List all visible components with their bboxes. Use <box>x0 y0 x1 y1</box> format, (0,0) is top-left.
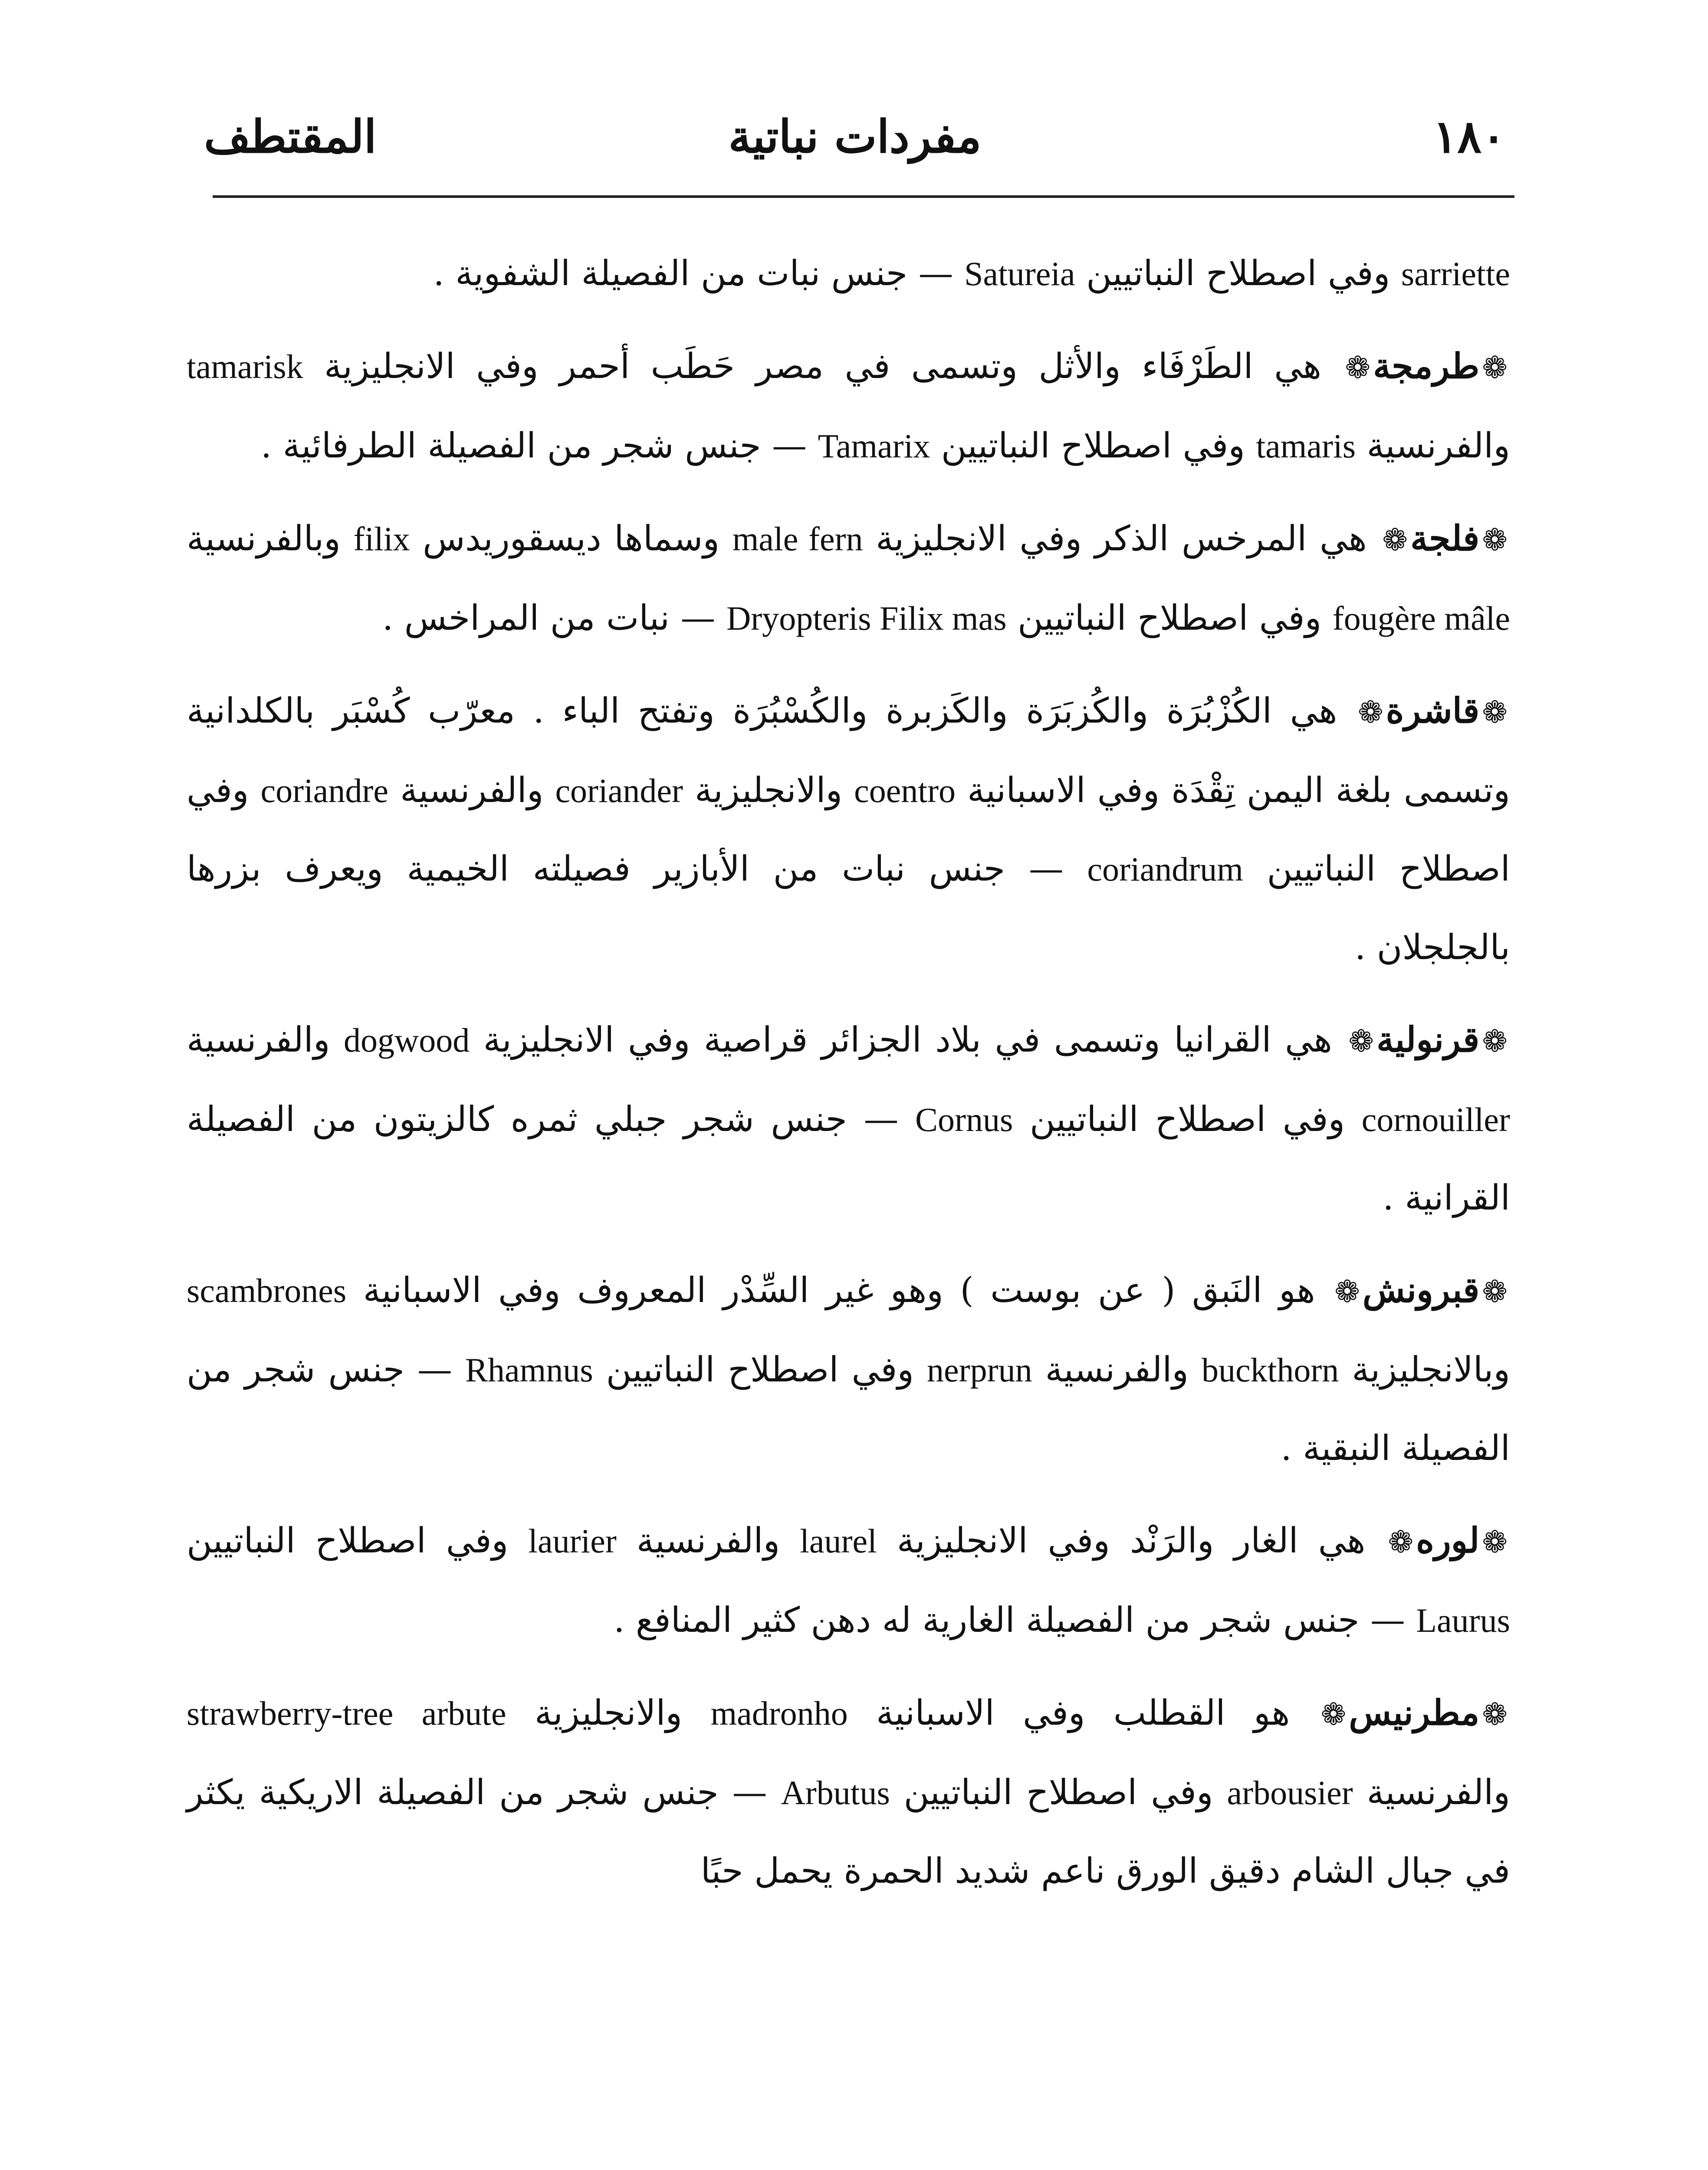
entry-text: وفي اصطلاح النباتيين <box>930 425 1256 466</box>
entry-text: وفي اصطلاح النباتيين <box>187 770 1511 889</box>
entry-text: هي الغار والرَنْد وفي الانجليزية <box>877 1520 1386 1561</box>
glossary-entry <box>187 1501 1510 1660</box>
entry-text: — جنس شجر من الفصيلة النبقية . <box>187 1349 1510 1468</box>
entry-term: فلجة <box>1410 518 1480 559</box>
glossary-entry <box>187 234 1510 313</box>
glossary-entry <box>187 1000 1510 1237</box>
page-header <box>204 100 1506 174</box>
latin-term: dogwood <box>343 1021 470 1059</box>
glossary-entry <box>187 1674 1510 1910</box>
latin-term: laurel <box>800 1522 877 1560</box>
entry-text: — نبات من المراخس . <box>382 598 726 638</box>
ornament-mark: ❁ <box>1482 350 1508 385</box>
entry-text: — جنس شجر من الفصيلة الغارية له دهن كثير المنافع . <box>614 1600 1416 1640</box>
entry-text: — جنس شجر من الفصيلة الاريكية يكثر في جبال الشام دقيق الورق ناعم شديد الحمرة يحمل حبًا <box>187 1772 1510 1891</box>
ornament-mark: ❁ <box>1320 1697 1347 1732</box>
latin-term: strawberry-tree <box>187 1694 394 1732</box>
ornament-mark: ❁ <box>1482 1697 1508 1732</box>
page-number: ١٨٠ <box>1433 110 1506 163</box>
latin-term: nerprun <box>927 1351 1032 1389</box>
latin-term: coriander <box>555 772 683 809</box>
entry-term: لوره <box>1416 1520 1480 1561</box>
ornament-mark: ❁ <box>1345 350 1371 385</box>
entry-text: والفرنسية <box>616 1520 800 1561</box>
entry-text: — جنس شجر من الفصيلة الطرفائية . <box>260 425 818 466</box>
entry-text: والفرنسية <box>1353 1772 1511 1812</box>
latin-term: tamarisk <box>187 348 303 385</box>
entry-term: مطرنيس <box>1349 1692 1480 1733</box>
latin-term: male fern <box>732 520 863 558</box>
ornament-mark: ❁ <box>1482 1023 1508 1059</box>
ornament-mark: ❁ <box>1348 1023 1374 1059</box>
latin-term: Dryopteris Filix mas <box>726 599 1007 637</box>
entry-text: وفي اصطلاح النباتيين <box>593 1349 927 1390</box>
entry-text: وفي اصطلاح النباتيين <box>1013 1099 1362 1139</box>
latin-term: Rhamnus <box>465 1351 593 1389</box>
latin-term: Arbutus <box>781 1774 890 1812</box>
ornament-mark: ❁ <box>1482 522 1508 558</box>
entry-text: — جنس نبات من الأبازير فصيلته الخيمية ويعرف بزرها بالجلجلان . <box>187 848 1510 967</box>
entry-text: هي الكُزْبُرَة والكُزبَرَة والكَزبرة والكُسْبُرَة وتفتح الباء . معرّب كُسْبَر بالكلدانية وتسمى بلغة اليمن تِقْدَة وفي الاسبانية <box>187 690 1511 810</box>
entry-text: وفي اصطلاح النباتيين <box>1006 598 1333 638</box>
body-text <box>187 234 1510 1924</box>
entry-term: طرمجة <box>1373 345 1480 386</box>
entry-text: والفرنسية <box>388 770 555 810</box>
glossary-entry <box>187 499 1510 658</box>
ornament-mark: ❁ <box>1334 1274 1360 1309</box>
entry-text: وبالانجليزية <box>1339 1349 1510 1390</box>
entry-text: وبالفرنسية <box>187 518 354 559</box>
latin-term: buckthorn <box>1202 1351 1339 1389</box>
entry-text: والانجليزية <box>506 1693 711 1733</box>
entry-text: والفرنسية <box>187 1019 344 1060</box>
entry-text: والفرنسية <box>1032 1349 1202 1390</box>
latin-term: cornouiller <box>1361 1101 1510 1138</box>
entry-term: قبرونش <box>1362 1269 1480 1310</box>
ornament-mark: ❁ <box>1357 694 1383 730</box>
latin-term: Cornus <box>915 1101 1013 1138</box>
latin-term: coriandre <box>260 772 388 809</box>
ornament-mark: ❁ <box>1388 1524 1414 1560</box>
entry-text: وفي اصطلاح النباتيين <box>1075 253 1401 293</box>
latin-term: laurier <box>528 1522 617 1560</box>
entry-text: هي القرانيا وتسمى في بلاد الجزائر قراصية وفي الانجليزية <box>470 1019 1346 1060</box>
latin-term: madronho <box>710 1694 848 1732</box>
section-title: مفردات نباتية <box>728 110 982 163</box>
entry-text: وفي اصطلاح النباتيين <box>890 1772 1227 1812</box>
entry-term: قاشرة <box>1386 690 1480 731</box>
entry-text: والفرنسية <box>1356 425 1510 466</box>
entry-text: هو النَبق ( عن بوست ) وهو غير السِّدْر المعروف وفي الاسبانية <box>346 1270 1332 1310</box>
glossary-entry <box>187 327 1510 485</box>
latin-term: sarriette <box>1401 255 1510 293</box>
ornament-mark: ❁ <box>1482 1274 1508 1309</box>
entry-text: — جنس نبات من الفصيلة الشفوية . <box>433 253 965 293</box>
glossary-entry <box>187 671 1510 986</box>
glossary-entry <box>187 1251 1510 1487</box>
entry-text: والانجليزية <box>683 770 854 810</box>
latin-term: tamaris <box>1256 427 1356 465</box>
latin-term: filix <box>353 520 410 558</box>
latin-term: coentro <box>854 772 956 809</box>
latin-term: arbute <box>421 1694 506 1732</box>
latin-term: coriandrum <box>1087 850 1243 888</box>
latin-term: Laurus <box>1416 1601 1510 1639</box>
entry-text <box>393 1693 421 1733</box>
entry-text: وسماها ديسقوريدس <box>410 518 732 559</box>
ornament-mark: ❁ <box>1482 694 1508 730</box>
latin-term: arbousier <box>1227 1774 1353 1812</box>
header-rule <box>213 195 1514 198</box>
latin-term: fougère mâle <box>1332 599 1510 637</box>
entry-text: هي المرخس الذكر وفي الانجليزية <box>863 518 1380 559</box>
latin-term: scambrones <box>187 1272 347 1309</box>
journal-name: المقتطف <box>204 110 377 163</box>
entry-text: هي الطَرْفَاء والأثل وتسمى في مصر حَطَب أحمر وفي الانجليزية <box>303 346 1343 386</box>
ornament-mark: ❁ <box>1382 522 1408 558</box>
entry-term: قرنولية <box>1376 1019 1480 1060</box>
ornament-mark: ❁ <box>1482 1524 1508 1560</box>
entry-text: — جنس شجر جبلي ثمره كالزيتون من الفصيلة القرانية . <box>187 1099 1510 1218</box>
entry-text: وفي اصطلاح النباتيين <box>187 1520 529 1561</box>
entry-text: هو القطلب وفي الاسبانية <box>847 1693 1318 1733</box>
latin-term: Tamarix <box>818 427 930 465</box>
latin-term: Satureia <box>964 255 1075 293</box>
